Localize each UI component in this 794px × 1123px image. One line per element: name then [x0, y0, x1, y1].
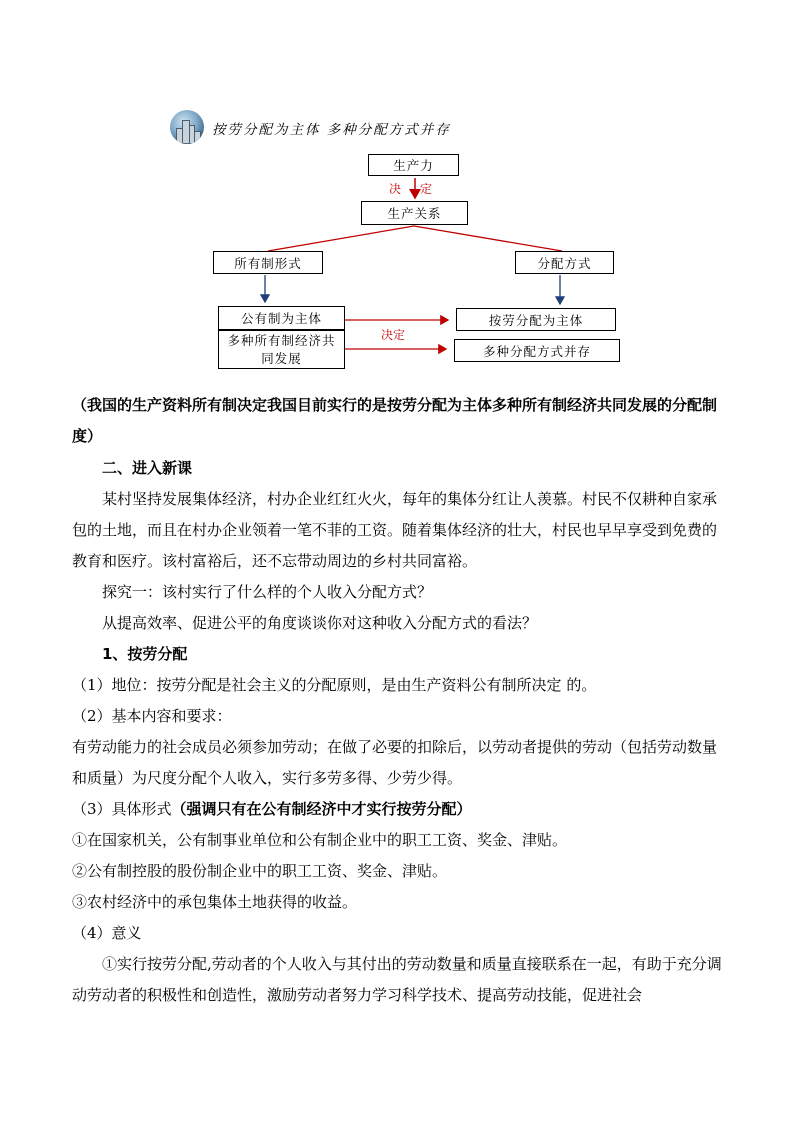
specific-forms-emphasis: （强调只有在公有制经济中才实行按劳分配）	[171, 800, 472, 818]
production-relations-box: 生产关系	[361, 201, 468, 225]
multi-distribution-box: 多种分配方式并存	[454, 339, 620, 362]
decide-label-right: 定	[420, 182, 433, 196]
productivity-box: 生产力	[368, 154, 459, 176]
public-ownership-main-box: 公有制为主体	[218, 306, 345, 330]
page-title: 按劳分配为主体 多种分配方式并存	[212, 122, 451, 138]
multi-ownership-box: 多种所有制经济共同发展	[218, 330, 345, 369]
form-item-3: ③农村经济中的承包集体土地获得的收益。	[72, 893, 358, 911]
decide-label-left: 决	[389, 182, 402, 196]
item-significance: （4）意义	[72, 924, 142, 942]
distribution-mode-box: 分配方式	[515, 251, 614, 274]
specific-forms-label: （3）具体形式	[72, 800, 172, 818]
branch-right-line	[414, 226, 562, 251]
ownership-form-box: 所有制形式	[213, 251, 323, 274]
subheading-labor: 1、按劳分配	[102, 645, 188, 663]
item-basic-content: （2）基本内容和要求：	[72, 707, 232, 725]
decide-label-middle: 决定	[381, 328, 406, 342]
form-item-1: ①在国家机关，公有制事业单位和公有制企业中的职工工资、奖金、津贴。	[72, 831, 568, 849]
significance-paragraph: ①实行按劳分配,劳动者的个人收入与其付出的劳动数量和质量直接联系在一起，有助于充分调动劳动者的积极性和创造性，激励劳动者努力学习科学技术、提高劳动技能，促进社会	[72, 955, 722, 1004]
item-status: （1）地位：按劳分配是社会主义的分配原则，是由生产资料公有制所决定 的。	[72, 676, 597, 694]
form-item-2: ②公有制控股的股份制企业中的职工工资、奖金、津贴。	[72, 862, 448, 880]
section-heading: 二、进入新课	[102, 459, 193, 477]
case-paragraph: 某村坚持发展集体经济，村办企业红红火火，每年的集体分红让人羡慕。村民不仅耕种自家承包的土地，而且在村办企业领着一笔不菲的工资。随着集体经济的壮大，村民也早早享受到免费的教育和医疗。该村富裕后，还不忘带动周边的乡村共同富裕。	[72, 490, 718, 570]
note-paragraph: （我国的生产资料所有制决定我国目前实行的是按劳分配为主体多种所有制经济共同发展的分配制度）	[72, 396, 718, 445]
branch-left-line	[268, 226, 414, 251]
labor-distribution-main-box: 按劳分配为主体	[456, 308, 616, 331]
explore-question-1: 探究一：该村实行了什么样的个人收入分配方式？	[102, 583, 433, 601]
explore-question-2: 从提高效率、促进公平的角度谈谈你对这种收入分配方式的看法？	[102, 614, 538, 632]
basic-content-text: 有劳动能力的社会成员必须参加劳动；在做了必要的扣除后，以劳动者提供的劳动（包括劳动数量和质量）为尺度分配个人收入，实行多劳多得、少劳少得。	[72, 738, 718, 787]
item-specific-forms	[72, 794, 726, 825]
